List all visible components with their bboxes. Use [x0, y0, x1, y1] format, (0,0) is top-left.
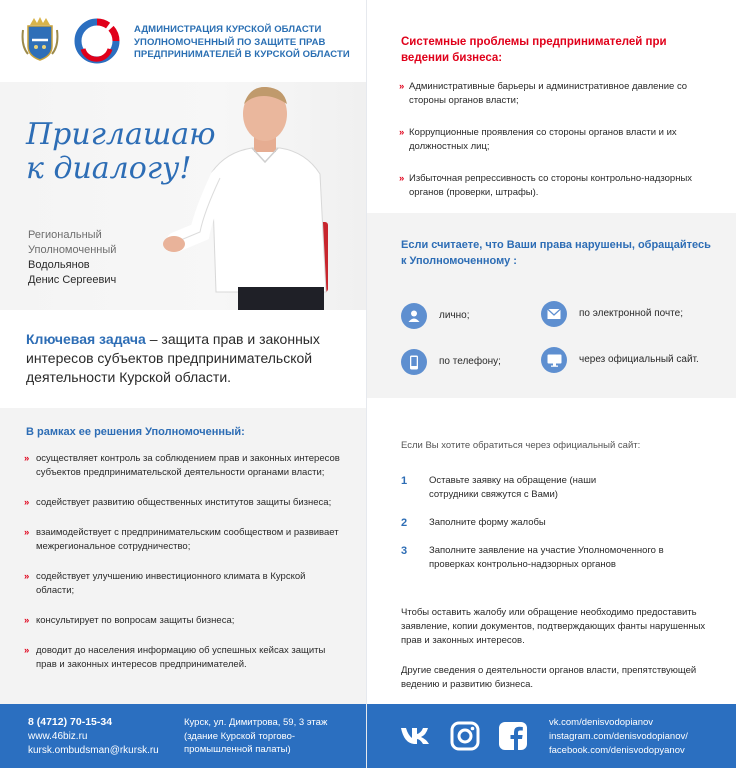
- key-task: [26, 330, 344, 387]
- left-footer: [0, 704, 366, 768]
- right-footer: [367, 704, 736, 768]
- duties-list: [24, 452, 344, 688]
- step-text: Оставьте заявку на обращение (наши сотрудники свяжутся с Вами): [429, 475, 597, 500]
- site-steps: [401, 474, 719, 586]
- contact-phone: [401, 349, 501, 375]
- duty-item: » содействует развитию общественных институтов защиты бизнеса;: [24, 496, 344, 510]
- organization-title: [134, 24, 362, 62]
- left-panel: [0, 0, 366, 768]
- person-icon: [401, 303, 427, 329]
- website-label: через официальный сайт.: [579, 354, 699, 365]
- ombudsman-role: [28, 228, 116, 258]
- invite-line-1: Приглашаю: [26, 117, 216, 152]
- role-line-1: Региональный: [28, 229, 102, 241]
- duty-item: » взаимодействует с предпринимательским сообществом и развивает межрегиональное сотрудничество;: [24, 526, 344, 554]
- right-panel: [367, 0, 736, 768]
- phone-number[interactable]: 8 (4712) 70-15-34: [28, 716, 113, 728]
- duty-item: » осуществляет контроль за соблюдением прав и законных интересов субъектов предпринимательской деятельности органами власти;: [24, 452, 344, 480]
- step-item: [401, 544, 719, 572]
- office-address: Курск, ул. Димитрова, 59, 3 этаж (здание Курской торгово-промышленной палаты): [184, 717, 328, 755]
- step-number: 1: [401, 475, 408, 487]
- envelope-icon: [541, 301, 567, 327]
- in-person-label: лично;: [439, 310, 470, 321]
- contact-email: [541, 301, 711, 327]
- monitor-icon: [541, 347, 567, 373]
- header: [0, 0, 366, 82]
- instagram-icon[interactable]: [449, 720, 481, 752]
- facebook-link[interactable]: facebook.com/denisvodopyanov: [549, 745, 685, 756]
- kursk-coat-of-arms-icon: [20, 16, 60, 62]
- step-text: Заполните форму жалобы: [429, 517, 546, 528]
- contact-in-person: [401, 303, 470, 329]
- key-task-label: Ключевая задача: [26, 331, 146, 347]
- problem-item: » Избыточная репрессивность со стороны контрольно-надзорных органов (проверки, штрафы).: [399, 172, 717, 200]
- step-text: Заполните заявление на участие Уполномоченного в проверках контрольно-надзорных органов: [429, 545, 664, 570]
- social-links: [549, 716, 688, 758]
- role-line-2: Уполномоченный: [28, 244, 117, 256]
- vk-icon[interactable]: [399, 720, 431, 752]
- name-line-1: Водольянов: [28, 259, 90, 271]
- contact-website: [541, 347, 711, 373]
- ombudsman-emblem-icon: [70, 16, 124, 66]
- site-steps-intro: Если Вы хотите обратиться через официальный сайт:: [401, 440, 641, 451]
- vk-link[interactable]: vk.com/denisvodopianov: [549, 717, 654, 728]
- problems-title: Системные проблемы предпринимателей при ведении бизнеса:: [401, 36, 667, 64]
- problems-list: [399, 80, 717, 218]
- duty-item: » содействует улучшению инвестиционного климата в Курской области;: [24, 570, 344, 598]
- email-link[interactable]: kursk.ombudsman@rkursk.ru: [28, 745, 159, 756]
- instagram-link[interactable]: instagram.com/denisvodopianov/: [549, 731, 688, 742]
- org-line-3: ПРЕДПРИНИМАТЕЛЕЙ В КУРСКОЙ ОБЛАСТИ: [134, 49, 350, 60]
- step-item: [401, 516, 719, 530]
- invite-line-2: к диалогу!: [26, 151, 192, 186]
- step-item: [401, 474, 719, 502]
- contact-section: [367, 213, 736, 398]
- duties-heading: В рамках ее решения Уполномоченный:: [26, 426, 245, 438]
- contact-heading: Если считаете, что Ваши права нарушены, обращайтесь к Уполномоченному :: [401, 239, 711, 267]
- org-line-1: АДМИНИСТРАЦИЯ КУРСКОЙ ОБЛАСТИ: [134, 24, 322, 35]
- step-number: 3: [401, 545, 408, 557]
- ombudsman-name: [28, 258, 116, 288]
- complaint-note: Чтобы оставить жалобу или обращение необходимо предоставить заявление, копии документов, подтверждающих фанты нарушенных прав и законных интересов.: [401, 607, 706, 646]
- problem-item: » Коррупционные проявления со стороны органов власти и их должностных лиц;: [399, 126, 717, 154]
- email-label: по электронной почте;: [579, 308, 683, 319]
- duties-section: [0, 408, 366, 704]
- problem-item: » Административные барьеры и административное давление со стороны органов власти;: [399, 80, 717, 108]
- key-task-text: – защита прав и законных интересов субъектов предпринимательской деятельности Курской области.: [26, 331, 320, 385]
- org-line-2: УПОЛНОМОЧЕННЫЙ ПО ЗАЩИТЕ ПРАВ: [134, 36, 326, 48]
- duty-item: » доводит до населения информацию об успешных кейсах защиты прав и законных интересов предпринимателей.: [24, 644, 344, 672]
- step-number: 2: [401, 517, 408, 529]
- facebook-icon[interactable]: [497, 720, 529, 752]
- name-line-2: Денис Сергеевич: [28, 274, 117, 286]
- website-link[interactable]: www.46biz.ru: [28, 731, 88, 742]
- other-info-note: Другие сведения о деятельности органов власти, препятствующей ведению и развитию бизнеса.: [401, 665, 697, 690]
- phone-label: по телефону;: [439, 356, 501, 367]
- invite-slogan: [26, 118, 216, 186]
- phone-icon: [401, 349, 427, 375]
- duty-item: » консультирует по вопросам защиты бизнеса;: [24, 614, 344, 628]
